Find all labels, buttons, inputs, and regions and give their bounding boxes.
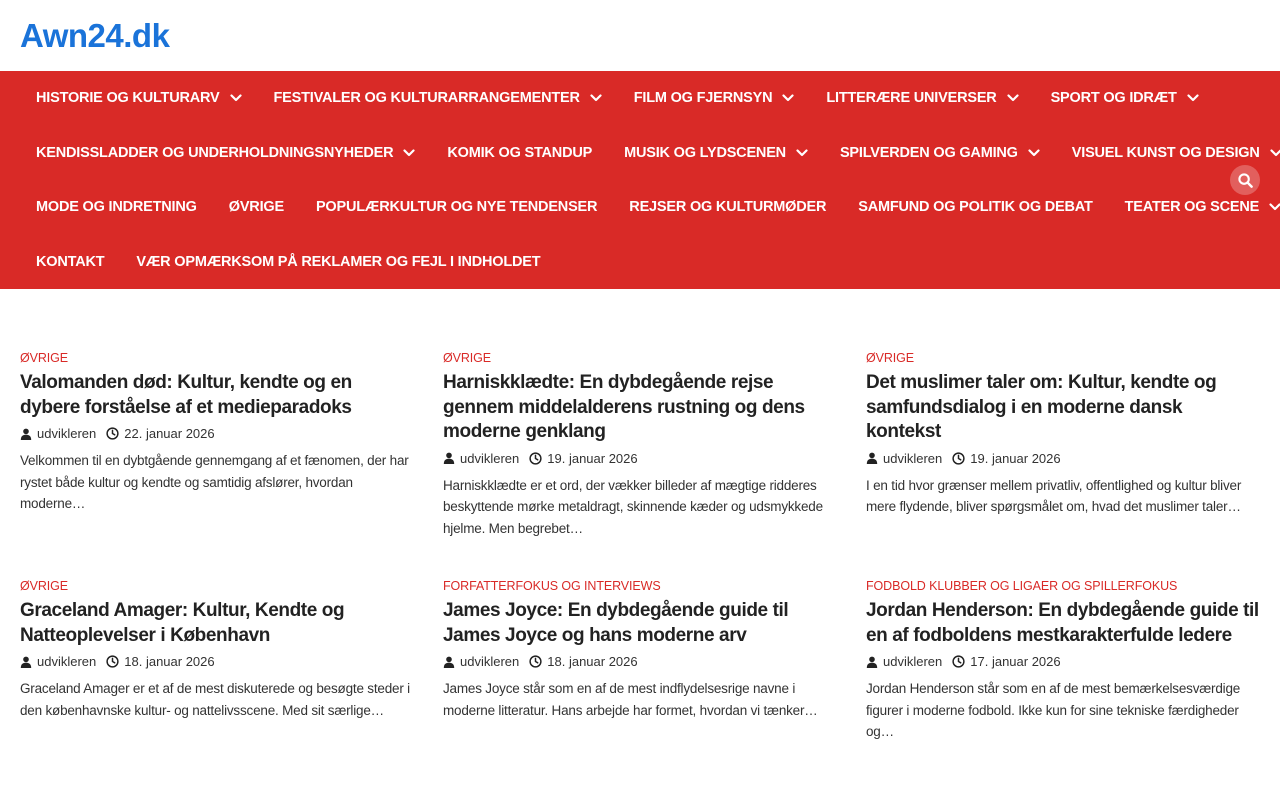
nav-item[interactable] <box>258 71 618 126</box>
nav-row <box>20 235 1200 290</box>
post-author[interactable] <box>866 451 942 466</box>
clock-icon <box>952 452 965 465</box>
nav-item-label: KENDISSLADDER OG UNDERHOLDNINGSNYHEDER <box>36 144 394 161</box>
chevron-down-icon <box>1187 92 1199 104</box>
nav-item-label: HISTORIE OG KULTURARV <box>36 90 220 107</box>
nav-item-label: ØVRIGE <box>228 199 284 216</box>
post-card <box>866 349 1259 539</box>
post-meta <box>866 451 1259 466</box>
post-date[interactable] <box>106 654 214 669</box>
chevron-down-icon <box>782 92 794 104</box>
clock-icon <box>529 452 542 465</box>
post-date[interactable] <box>106 426 214 441</box>
post-excerpt: James Joyce står som en af de mest indflydelsesrige navne i moderne litteratur. Hans arbejde har formet, hvordan vi tænker… <box>443 681 818 718</box>
post-title-link[interactable]: Det muslimer taler om: Kultur, kendte og samfundsdialog i en moderne dansk kontekst <box>866 372 1217 442</box>
post-author-name: udvikleren <box>883 450 943 466</box>
post-card <box>20 577 413 743</box>
author-icon <box>443 452 455 464</box>
author-icon <box>866 656 878 668</box>
post-meta <box>20 426 413 441</box>
main-navigation <box>0 71 1280 289</box>
nav-item-label: SAMFUND OG POLITIK OG DEBAT <box>858 199 1093 216</box>
post-date[interactable] <box>952 654 1060 669</box>
chevron-down-icon <box>1269 201 1280 213</box>
nav-row <box>20 71 1200 126</box>
post-meta <box>20 654 413 669</box>
nav-item-label: MODE OG INDRETNING <box>36 199 197 216</box>
post-author-name: udvikleren <box>883 654 943 669</box>
post-excerpt: Harniskklædte er et ord, der vækker billeder af mægtige ridderes beskyttende mørke metaldragt, skinnende kæder og udsmykkede hjelme. Men begrebet… <box>443 477 823 536</box>
post-date[interactable] <box>952 451 1060 466</box>
site-title-link[interactable]: Awn24.dk <box>20 16 170 54</box>
post-card <box>443 577 836 743</box>
chevron-down-icon <box>1270 147 1280 159</box>
post-author[interactable] <box>443 654 519 669</box>
post-date-text: 17. januar 2026 <box>970 654 1061 669</box>
chevron-down-icon <box>590 92 602 104</box>
post-category-link[interactable]: FORFATTERFOKUS OG INTERVIEWS <box>443 579 661 593</box>
nav-item-label: TEATER OG SCENE <box>1124 199 1260 216</box>
post-date-text: 19. januar 2026 <box>547 450 638 466</box>
post-title-link[interactable]: James Joyce: En dybdegående guide til James Joyce og hans moderne arv <box>443 600 789 646</box>
nav-item-label: MUSIK OG LYDSCENEN <box>624 144 786 161</box>
nav-item[interactable] <box>20 71 258 126</box>
nav-item-label: SPILVERDEN OG GAMING <box>839 144 1018 161</box>
post-date-text: 22. januar 2026 <box>124 426 215 441</box>
chevron-down-icon <box>1028 147 1040 159</box>
search-icon <box>1238 173 1253 188</box>
post-grid <box>0 289 1280 743</box>
clock-icon <box>106 655 119 668</box>
post-category-link[interactable]: FODBOLD KLUBBER OG LIGAER OG SPILLERFOKUS <box>866 579 1178 593</box>
nav-row <box>20 180 1260 235</box>
nav-item[interactable] <box>431 126 608 181</box>
post-meta <box>443 654 836 669</box>
chevron-down-icon <box>796 147 808 159</box>
nav-item[interactable] <box>20 126 431 181</box>
nav-item[interactable] <box>810 71 1034 126</box>
post-category-link[interactable]: ØVRIGE <box>443 351 492 365</box>
nav-item[interactable] <box>613 180 842 235</box>
post-date-text: 19. januar 2026 <box>970 450 1061 466</box>
author-icon <box>20 428 32 440</box>
clock-icon <box>529 655 542 668</box>
post-author[interactable] <box>866 654 942 669</box>
post-author[interactable] <box>443 451 519 466</box>
chevron-down-icon <box>403 147 415 159</box>
nav-row <box>20 126 1260 181</box>
author-icon <box>866 452 878 464</box>
post-excerpt: Graceland Amager er et af de mest diskuterede og besøgte steder i den københavnske kultur- og nattelivsscene. Med sit særlige… <box>20 681 410 718</box>
nav-item-label: REJSER OG KULTURMØDER <box>629 199 827 216</box>
post-card <box>866 577 1259 743</box>
nav-item[interactable] <box>20 180 213 235</box>
nav-item[interactable] <box>300 180 613 235</box>
post-author-name: udvikleren <box>37 426 97 441</box>
post-date[interactable] <box>529 654 637 669</box>
chevron-down-icon <box>230 92 242 104</box>
clock-icon <box>952 655 965 668</box>
nav-item[interactable] <box>824 126 1056 181</box>
nav-item-label: POPULÆRKULTUR OG NYE TENDENSER <box>315 199 598 216</box>
nav-item[interactable] <box>608 126 824 181</box>
post-category-link[interactable]: ØVRIGE <box>20 351 69 365</box>
nav-item-label: KONTAKT <box>36 253 105 270</box>
post-date[interactable] <box>529 451 637 466</box>
post-title-link[interactable]: Valomanden død: Kultur, kendte og en dybere forståelse af et medieparadoks <box>20 372 352 418</box>
nav-item[interactable] <box>618 71 811 126</box>
nav-item-label: SPORT OG IDRÆT <box>1050 90 1177 107</box>
nav-item[interactable] <box>213 180 300 235</box>
nav-item-label: VISUEL KUNST OG DESIGN <box>1071 144 1260 161</box>
site-header <box>0 0 1280 71</box>
post-category-link[interactable]: ØVRIGE <box>866 351 915 365</box>
nav-item-label: KOMIK OG STANDUP <box>447 144 593 161</box>
post-author[interactable] <box>20 426 96 441</box>
post-date-text: 18. januar 2026 <box>124 654 215 669</box>
nav-item[interactable] <box>120 235 556 290</box>
post-title-link[interactable]: Jordan Henderson: En dybdegående guide til en af fodboldens mestkarakterfulde ledere <box>866 600 1259 646</box>
chevron-down-icon <box>1007 92 1019 104</box>
post-excerpt: Jordan Henderson står som en af de mest bemærkelsesværdige figurer i moderne fodbold. Ikke kun for sine tekniske færdigheder og… <box>866 681 1241 739</box>
nav-item[interactable] <box>842 180 1108 235</box>
author-icon <box>20 656 32 668</box>
post-author-name: udvikleren <box>37 654 97 669</box>
post-author-name: udvikleren <box>460 450 520 466</box>
post-excerpt: I en tid hvor grænser mellem privatliv, offentlighed og kultur bliver mere flydende, bliver spørgsmålet om, hvad det muslimer taler… <box>866 477 1242 514</box>
author-icon <box>443 656 455 668</box>
post-title-link[interactable]: Graceland Amager: Kultur, Kendte og Natteoplevelser i København <box>20 600 345 646</box>
post-title-link[interactable]: Harniskklædte: En dybdegående rejse gennem middelalderens rustning og dens moderne genklang <box>443 372 805 442</box>
post-category-link[interactable]: ØVRIGE <box>20 579 69 593</box>
post-card <box>20 349 413 539</box>
post-excerpt: Velkommen til en dybtgående gennemgang af et fænomen, der har rystet både kultur og kendte og samtidig afslører, hvordan moderne… <box>20 453 409 511</box>
post-author-name: udvikleren <box>460 654 520 669</box>
nav-item-label: FESTIVALER OG KULTURARRANGEMENTER <box>273 90 580 107</box>
post-date-text: 18. januar 2026 <box>547 654 638 669</box>
post-author[interactable] <box>20 654 96 669</box>
nav-item[interactable] <box>1035 71 1215 126</box>
post-card <box>443 349 836 539</box>
nav-item-label: FILM OG FJERNSYN <box>633 90 773 107</box>
search-button[interactable] <box>1230 165 1260 195</box>
post-meta <box>866 654 1259 669</box>
nav-item-label: VÆR OPMÆRKSOM PÅ REKLAMER OG FEJL I INDHOLDET <box>136 253 541 270</box>
post-meta <box>443 451 836 466</box>
clock-icon <box>106 427 119 440</box>
nav-item-label: LITTERÆRE UNIVERSER <box>826 90 997 107</box>
nav-item[interactable] <box>20 235 120 290</box>
